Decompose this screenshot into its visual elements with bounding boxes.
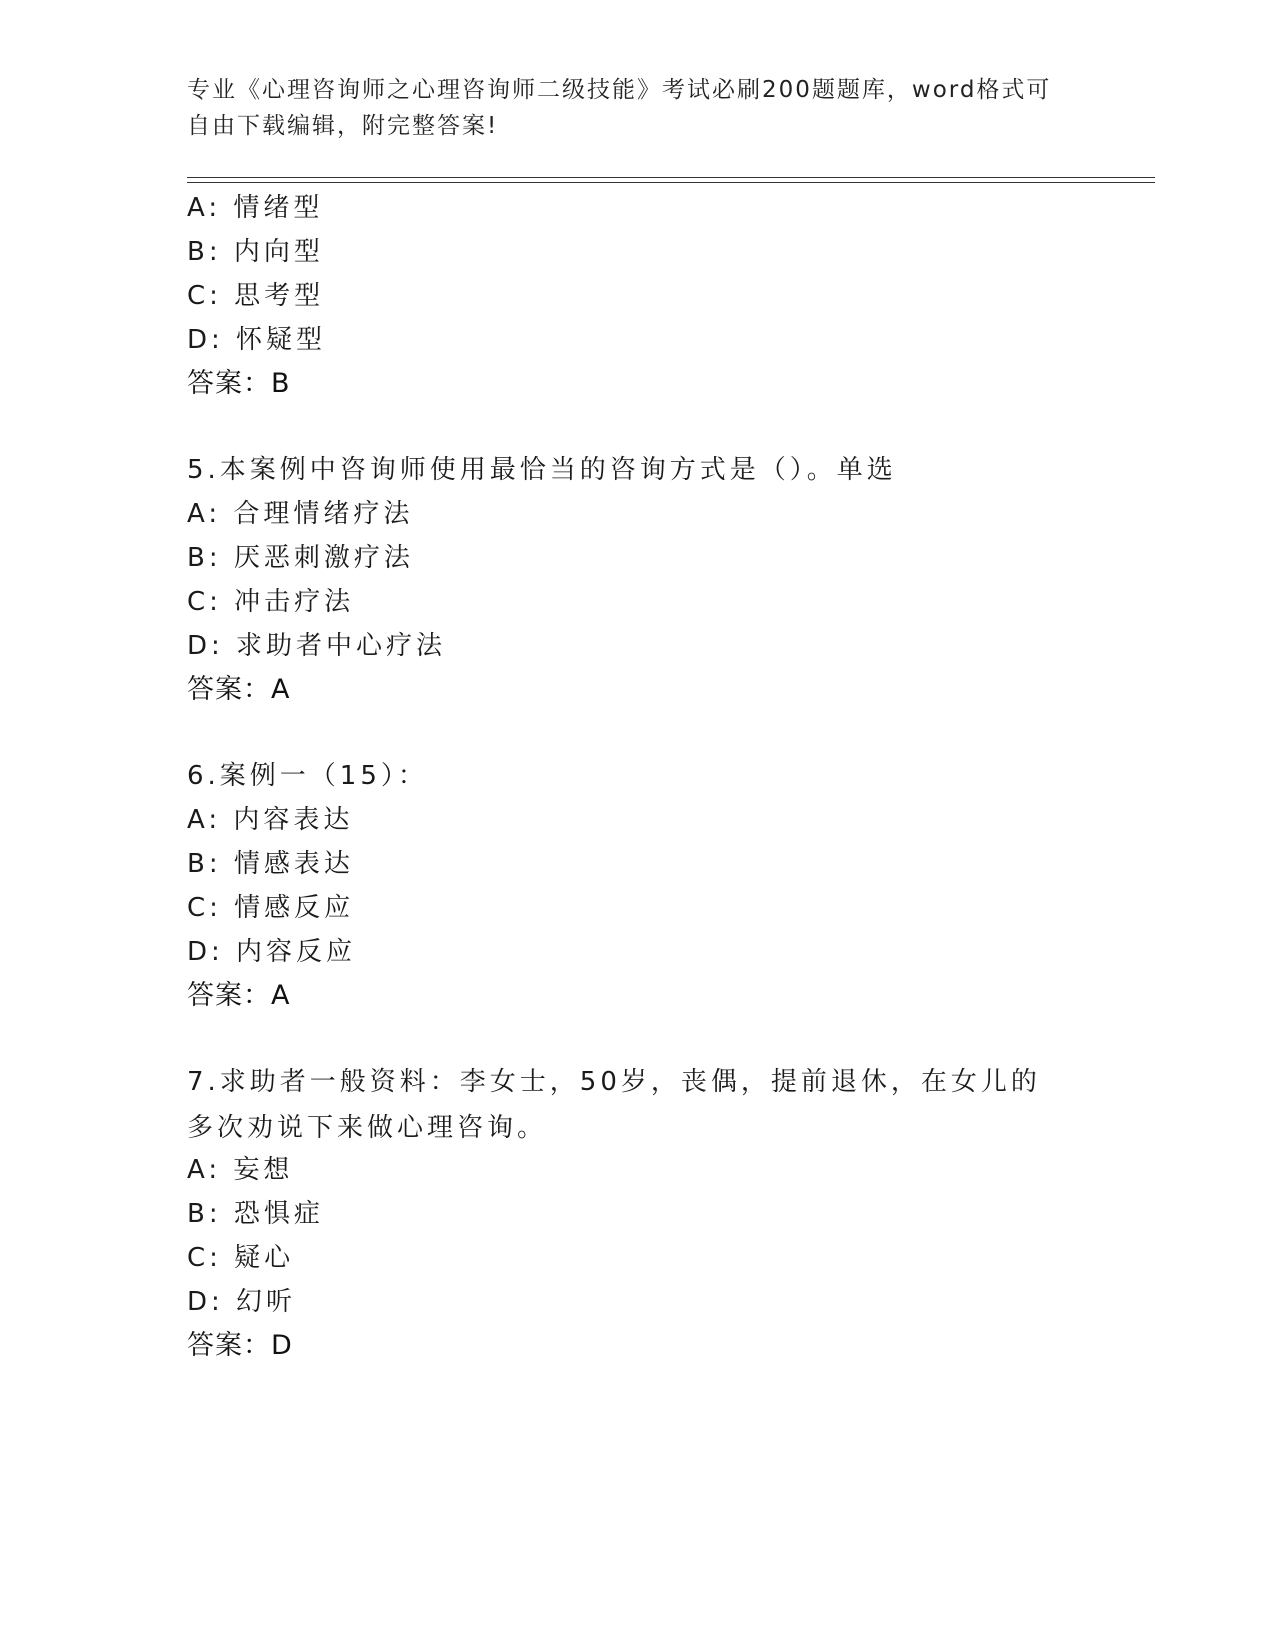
document-header: 专业《心理咨询师之心理咨询师二级技能》考试必刷200题题库，word格式可自由下载编辑，附完整答案! xyxy=(187,77,1052,139)
q7-question: 7.求助者一般资料：李女士，50岁，丧偶，提前退休，在女儿的多次劝说下来做心理咨询。 xyxy=(187,1067,1041,1143)
q6-answer: 答案：A xyxy=(187,980,291,1011)
q4-option-a: A: 情绪型 xyxy=(187,193,324,223)
q7-option-b: B: 恐惧症 xyxy=(187,1199,324,1229)
q5-option-c: C: 冲击疗法 xyxy=(187,587,355,617)
q7-answer: 答案：D xyxy=(187,1330,293,1361)
q5-question: 5.本案例中咨询师使用最恰当的咨询方式是（）。单选 xyxy=(187,455,897,485)
q6-option-d: D: 内容反应 xyxy=(187,937,357,967)
q6-question: 6.案例一（15）： xyxy=(187,761,428,791)
q4-option-b: B: 内向型 xyxy=(187,237,324,267)
q7-option-d: D: 幻听 xyxy=(187,1287,297,1317)
q4-option-c: C: 思考型 xyxy=(187,281,325,311)
q7-option-c: C: 疑心 xyxy=(187,1243,295,1273)
q6-option-b: B: 情感表达 xyxy=(187,849,354,879)
q4-answer: 答案：B xyxy=(187,368,291,399)
q6-option-a: A: 内容表达 xyxy=(187,805,354,835)
header-divider-top xyxy=(187,177,1155,178)
q5-answer: 答案：A xyxy=(187,674,291,705)
q5-option-a: A: 合理情绪疗法 xyxy=(187,499,414,529)
q6-option-c: C: 情感反应 xyxy=(187,893,355,923)
q5-option-d: D: 求助者中心疗法 xyxy=(187,631,447,661)
q5-option-b: B: 厌恶刺激疗法 xyxy=(187,543,414,573)
header-divider-bottom xyxy=(187,182,1155,183)
q4-option-d: D: 怀疑型 xyxy=(187,325,327,355)
q7-option-a: A: 妄想 xyxy=(187,1155,294,1185)
